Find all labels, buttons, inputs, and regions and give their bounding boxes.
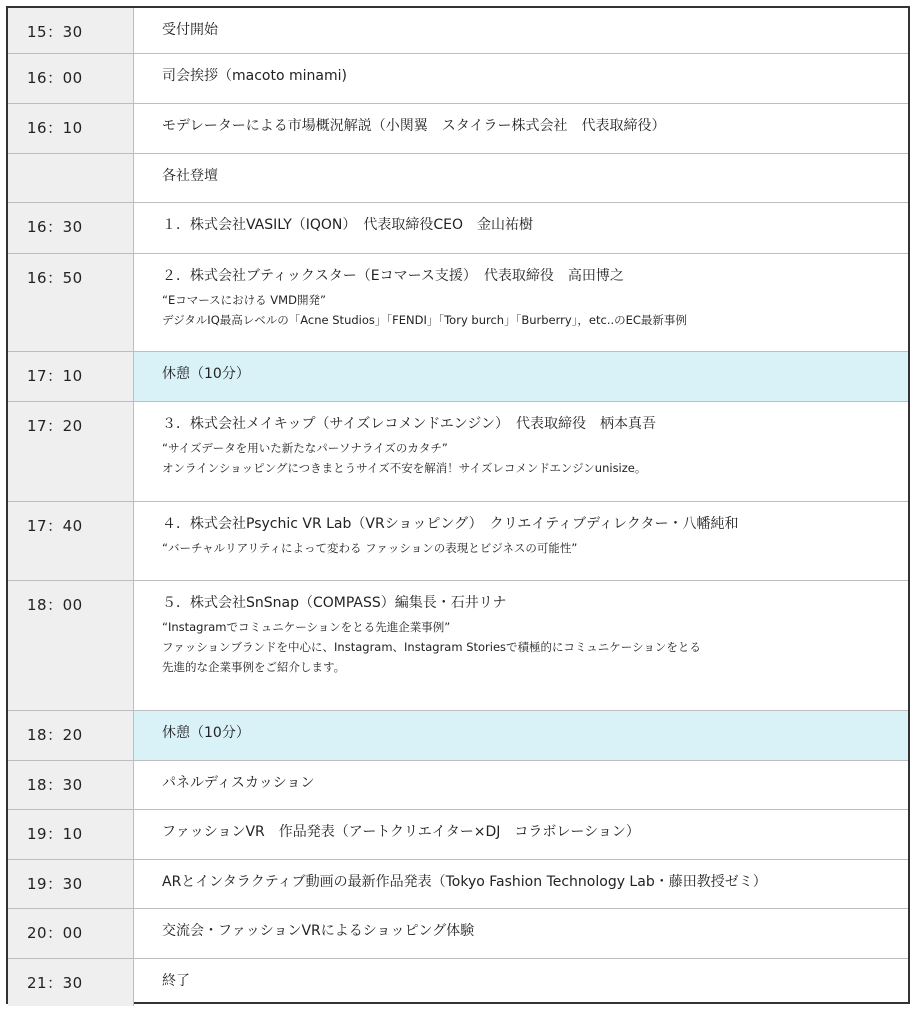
- item-title: １．株式会社VASILY（IQON） 代表取締役CEO 金山祐樹: [162, 217, 534, 233]
- content-cell: [134, 810, 908, 859]
- schedule-row: [8, 761, 908, 810]
- content-cell: [134, 502, 908, 580]
- item-title: 司会挨拶（macoto minami): [162, 68, 347, 84]
- time-cell: [8, 154, 134, 202]
- item-title: ４．株式会社Psychic VR Lab（VRショッピング） クリエイティブディレクター・八幡純和: [162, 516, 739, 532]
- time-cell: 16：00: [8, 54, 134, 103]
- content-cell: [134, 154, 908, 202]
- item-title: ARとインタラクティブ動画の最新作品発表（Tokyo Fashion Technology Lab・藤田教授ゼミ）: [162, 874, 767, 890]
- time-cell: 21：30: [8, 959, 134, 1006]
- content-cell: [134, 711, 908, 760]
- time-cell: 15：30: [8, 8, 134, 53]
- schedule-row: [8, 402, 908, 502]
- content-cell: [134, 860, 908, 908]
- time-cell: 18：30: [8, 761, 134, 809]
- item-title: ２．株式会社ブティックスター（Eコマース支援） 代表取締役 高田博之: [162, 268, 624, 284]
- schedule-row: [8, 104, 908, 154]
- item-description: “サイズデータを用いた新たなパーソナライズのカタチ”: [162, 441, 448, 455]
- schedule-table: [6, 6, 910, 1004]
- item-title: 終了: [162, 973, 190, 989]
- schedule-row: [8, 909, 908, 959]
- item-description: “Instagramでコミュニケーションをとる先進企業事例”: [162, 620, 451, 634]
- content-cell: [134, 761, 908, 809]
- item-title: 休憩（10分）: [162, 366, 250, 382]
- time-cell: 16：10: [8, 104, 134, 153]
- item-description: デジタルIQ最高レベルの「Acne Studios」「FENDI」「Tory burch」「Burberry」，etc..のEC最新事例: [162, 313, 687, 327]
- time-cell: 17：40: [8, 502, 134, 580]
- time-cell: 16：30: [8, 203, 134, 253]
- schedule-row: [8, 254, 908, 352]
- item-title: ファッションVR 作品発表（アートクリエイター×DJ コラボレーション）: [162, 824, 640, 840]
- item-title: 交流会・ファッションVRによるショッピング体験: [162, 923, 475, 939]
- time-cell: 18：00: [8, 581, 134, 710]
- schedule-row: [8, 860, 908, 909]
- content-cell: [134, 402, 908, 501]
- schedule-row: [8, 8, 908, 54]
- item-description: ファッションブランドを中心に、Instagram、Instagram Storiesで積極的にコミュニケーションをとる: [162, 640, 701, 654]
- time-cell: 17：10: [8, 352, 134, 401]
- schedule-row: [8, 959, 908, 1006]
- time-cell: 20：00: [8, 909, 134, 958]
- content-cell: [134, 581, 908, 710]
- schedule-row: [8, 502, 908, 581]
- content-cell: [134, 352, 908, 401]
- time-cell: 19：10: [8, 810, 134, 859]
- content-cell: [134, 54, 908, 103]
- schedule-row: [8, 203, 908, 254]
- time-cell: 16：50: [8, 254, 134, 351]
- content-cell: [134, 909, 908, 958]
- content-cell: [134, 203, 908, 253]
- time-cell: 17：20: [8, 402, 134, 501]
- schedule-row: [8, 154, 908, 203]
- content-cell: [134, 254, 908, 351]
- item-description: 先進的な企業事例をご紹介します。: [162, 660, 346, 674]
- item-title: モデレーターによる市場概況解説（小関翼 スタイラー株式会社 代表取締役）: [162, 118, 666, 134]
- item-title: 休憩（10分）: [162, 725, 250, 741]
- content-cell: [134, 104, 908, 153]
- time-cell: 18：20: [8, 711, 134, 760]
- break-row: [8, 711, 908, 761]
- item-title: ３．株式会社メイキップ（サイズレコメンドエンジン） 代表取締役 柄本真吾: [162, 416, 657, 432]
- time-cell: 19：30: [8, 860, 134, 908]
- schedule-row: [8, 54, 908, 104]
- item-description: オンラインショッピングにつきまとうサイズ不安を解消！サイズレコメンドエンジンunisize。: [162, 461, 647, 475]
- item-title: ５．株式会社SnSnap（COMPASS）編集長・石井リナ: [162, 595, 507, 611]
- item-description: “Eコマースにおける VMD開発”: [162, 293, 326, 307]
- item-description: “バーチャルリアリティによって変わる ファッションの表現とビジネスの可能性”: [162, 541, 578, 555]
- schedule-row: [8, 581, 908, 711]
- content-cell: [134, 8, 908, 53]
- item-title: 受付開始: [162, 22, 218, 38]
- content-cell: [134, 959, 908, 1006]
- schedule-row: [8, 810, 908, 860]
- item-title: パネルディスカッション: [162, 775, 315, 791]
- item-title: 各社登壇: [162, 168, 218, 184]
- break-row: [8, 352, 908, 402]
